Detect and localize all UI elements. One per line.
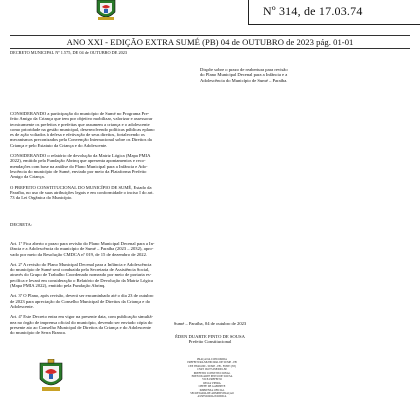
article-1 <box>10 241 335 257</box>
text-line: tecnicamente os prefeitos e prefeitas que assumem a criança e o adolescente <box>10 121 150 127</box>
footer-line: CNPJ: 09.073.958/0001-80 <box>197 368 227 372</box>
closing-section <box>10 317 410 347</box>
text-line: pecífica e levará em consideração o Relatório de Devolução da Matriz Lógica <box>10 277 153 283</box>
text-line: Criança e pelo Estatuto da Criança e do Adolescente. <box>10 142 108 148</box>
article-2 <box>10 262 335 288</box>
text-line: Art. 3º O Plano, após revisão, deverá ser encaminhado até o dia 23 de outubro <box>10 293 154 299</box>
ementa-line: Adolescência do Município de Sumé – Paraíba. <box>200 77 288 83</box>
text-line: O PREFEITO CONSTITUCIONAL DO MUNICÍPIO DE SUMÉ, Estado da <box>10 184 152 190</box>
date-line: Sumé – Paraíba, 04 de outubro de 2023 <box>173 321 247 326</box>
municipal-crest-icon <box>94 0 118 22</box>
considerando-paragraph <box>10 153 320 179</box>
signatory-title: Prefeito Constitucional <box>188 339 232 344</box>
text-line: vado por meio da Resolução CMDCA nº 019, de 15 de dezembro de 2022. <box>10 251 148 257</box>
decree-ementa <box>200 67 380 83</box>
ementa-line: do Plano Municipal Decenal para a Infância e a <box>200 72 288 78</box>
footer-line: RELIA VIEIRA <box>203 381 221 385</box>
decreta-heading <box>10 222 210 227</box>
footer-line: IMPRENSA OFICIAL <box>199 388 225 392</box>
footer-line: ASSESSORIA JURÍDICA <box>197 395 227 399</box>
text-line: Art. 2º A revisão do Plano Municipal Decenal para a Infância e Adolescência <box>10 261 152 267</box>
text-line: CONSIDERANDO o relatório de devolução da Matriz Lógica (Mapa PMIA <box>10 153 151 159</box>
text-line: nea no órgão de imprensa oficial do município, devendo ser enviado cópia do <box>10 319 153 325</box>
footer-line: VICE-PREFEITO <box>202 378 222 382</box>
footer-line: PREFEITO CONSTITUCIONAL <box>193 371 231 375</box>
text-line: do município de Serra Branca. <box>10 330 66 336</box>
considerando-paragraph <box>10 185 320 201</box>
ementa-line: Dispõe sobre o prazo de reabertura para revisão <box>200 67 288 72</box>
text-line: como prioridade na gestão municipal, desenvolvendo políticas públicas eplano <box>10 126 155 132</box>
text-line: CONSIDERANDO a participação do município de Sumé no Programa Pre- <box>10 111 150 116</box>
text-line: Art. 4º Este Decreto entra em vigor na presente data, com publicação simultâ- <box>10 314 154 320</box>
text-line: lescência do município de Sumé, enviado por meio da Plataforma Prefeito <box>10 168 147 174</box>
edition-line: ANO XXI - EDIÇÃO EXTRA SUMÉ (PB) 04 de OUTUBRO de 2023 pág. 01-01 <box>66 37 354 47</box>
header-rule-bottom <box>10 48 410 49</box>
text-line: Paraíba, no uso de suas atribuições legais e em conformidade o inciso I do art. <box>10 189 154 195</box>
text-line: 2022), emitido pela Fundação Abrinq que apresenta apontamentos e reco- <box>10 158 146 164</box>
footer-line: PREFEITURA MUNICIPAL DE SUMÉ - PB <box>187 361 237 365</box>
text-line: feito Amigo da Criança que tem por objetivo mobilizar, valorizar e assessorar <box>10 116 153 122</box>
municipal-crest-icon <box>38 359 64 393</box>
text-line: mendações com base na análise do Plano Municipal para a Infância e Ado- <box>10 163 148 169</box>
text-line: (Mapa PMIA 2022), emitido pela Fundação Abrinq. <box>10 283 106 289</box>
law-number: Nº 314, de 17.03.74 <box>263 4 363 18</box>
text-line: através do Grupo de Trabalho Coordenado nomeado por meio de portaria es- <box>10 272 152 278</box>
footer-line: CEP 58540-000 - SUMÉ - PB - FONE: (83) <box>188 364 236 368</box>
footer-line: ÉDEN DUARTE PINTO DE SOUSA <box>191 375 233 379</box>
considerando-paragraph <box>10 111 320 148</box>
text-line: Adolescente. <box>10 303 34 309</box>
text-line: Art. 1º Fica aberto o prazo para revisão do Plano Municipal Decenal para a In- <box>10 241 155 246</box>
text-line: es de ação voltados à defesa e efetivação de seus direitos, fortalecendo os <box>10 132 145 138</box>
law-reference-box <box>248 0 420 25</box>
text-line: 73 da Lei Orgânica do Município. <box>10 195 73 201</box>
considerandos-section <box>10 111 320 200</box>
decree-heading: DECRETO MUNICIPAL Nº 1.575, DE 04 de OUTUBRO DE 2023 <box>10 50 128 55</box>
text-line: fância e a Adolescência do município de Sumé – Paraíba (2023 – 2032), apro- <box>10 246 154 252</box>
signatory-name: ÉDEN DUARTE PINTO DE SOUSA <box>175 334 245 339</box>
decreta-label: DECRETA: <box>10 222 33 227</box>
header-rule-top <box>10 35 410 36</box>
text-line: Amigo da Criança. <box>10 174 45 180</box>
text-line: do município de Sumé será conduzida pela Secretaria de Assistência Social, <box>10 267 150 273</box>
text-line: presente ato ao Conselho Municipal de Direitos da Criança e do Adolescente <box>10 324 151 330</box>
footer-line: SECRETARIA DE ADMINISTRAÇÃO <box>190 392 234 396</box>
footer-line: PRAÇA DA CONCÓRDIA <box>197 358 227 361</box>
text-line: de 2023 para apreciação do Conselho Municipal de Direitos da Criança e do <box>10 298 151 304</box>
article-3 <box>10 293 335 309</box>
footer-info <box>172 358 252 399</box>
text-line: mecanismos preconizados pela Convenção Internacional sobre os Direitos da <box>10 137 152 143</box>
footer-line: CHEFE DE GABINETE <box>198 385 226 389</box>
